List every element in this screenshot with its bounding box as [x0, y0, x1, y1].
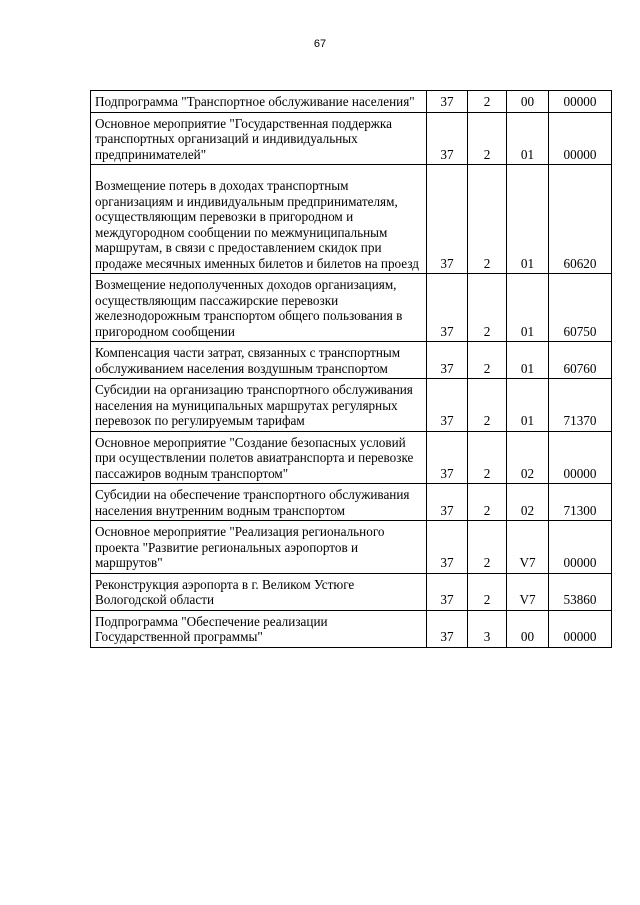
direction-code-cell: 00000: [549, 91, 612, 113]
program-code-cell: 37: [427, 573, 468, 610]
program-code-cell: 37: [427, 521, 468, 574]
main-event-code-cell: 02: [507, 431, 549, 484]
subprogram-code-cell: 2: [468, 573, 507, 610]
program-code-cell: 37: [427, 91, 468, 113]
direction-code-cell: 53860: [549, 573, 612, 610]
program-code-cell: 37: [427, 431, 468, 484]
main-event-code-cell: 02: [507, 484, 549, 521]
table-row: [91, 573, 612, 610]
row-name-cell: Подпрограмма "Обеспечение реализации Государственной программы": [91, 610, 427, 647]
main-event-code-cell: 00: [507, 91, 549, 113]
program-code-cell: 37: [427, 165, 468, 274]
main-event-code-cell: 01: [507, 112, 549, 165]
row-name-cell: Компенсация части затрат, связанных с транспортным обслуживанием населения воздушным транспортом: [91, 342, 427, 379]
subprogram-code-cell: 2: [468, 274, 507, 342]
main-event-code-cell: 01: [507, 274, 549, 342]
direction-code-cell: 00000: [549, 521, 612, 574]
row-name-cell: Основное мероприятие "Реализация регионального проекта "Развитие региональных аэропортов и маршрутов": [91, 521, 427, 574]
table-row: [91, 610, 612, 647]
main-event-code-cell: 00: [507, 610, 549, 647]
row-name-cell: Основное мероприятие "Создание безопасных условий при осуществлении полетов авиатранспорта и перевозке пассажиров водным транспортом": [91, 431, 427, 484]
direction-code-cell: 71300: [549, 484, 612, 521]
table-row: [91, 431, 612, 484]
program-code-cell: 37: [427, 112, 468, 165]
program-code-cell: 37: [427, 484, 468, 521]
main-event-code-cell: 01: [507, 165, 549, 274]
subprogram-code-cell: 2: [468, 521, 507, 574]
table-row: [91, 274, 612, 342]
direction-code-cell: 00000: [549, 610, 612, 647]
direction-code-cell: 71370: [549, 379, 612, 432]
subprogram-code-cell: 2: [468, 342, 507, 379]
row-name-cell: Подпрограмма "Транспортное обслуживание населения": [91, 91, 427, 113]
row-name-cell: Субсидии на обеспечение транспортного обслуживания населения внутренним водным транспортом: [91, 484, 427, 521]
main-event-code-cell: V7: [507, 521, 549, 574]
table-row: [91, 484, 612, 521]
subprogram-code-cell: 2: [468, 484, 507, 521]
row-name-cell: Реконструкция аэропорта в г. Великом Устюге Вологодской области: [91, 573, 427, 610]
table-row: [91, 342, 612, 379]
program-code-cell: 37: [427, 342, 468, 379]
subprogram-code-cell: 2: [468, 165, 507, 274]
table-body: [91, 91, 612, 648]
program-code-cell: 37: [427, 274, 468, 342]
direction-code-cell: 00000: [549, 431, 612, 484]
table-row: [91, 379, 612, 432]
table-row: [91, 112, 612, 165]
page-number: 67: [313, 38, 327, 50]
program-code-cell: 37: [427, 610, 468, 647]
row-name-cell: Возмещение потерь в доходах транспортным организациям и индивидуальным предпринимателям, осуществляющим перевозки в пригородном и междугородном сообщении по межмуниципальным маршрутам, в связи с предоставлением скидок при продаже месячных именных билетов и билетов на проезд: [91, 165, 427, 274]
direction-code-cell: 60760: [549, 342, 612, 379]
program-code-cell: 37: [427, 379, 468, 432]
direction-code-cell: 00000: [549, 112, 612, 165]
direction-code-cell: 60620: [549, 165, 612, 274]
row-name-cell: Субсидии на организацию транспортного обслуживания населения на муниципальных маршрутах регулярных перевозок по регулируемым тарифам: [91, 379, 427, 432]
table-row: [91, 91, 612, 113]
subprogram-code-cell: 2: [468, 112, 507, 165]
subprogram-code-cell: 2: [468, 431, 507, 484]
main-event-code-cell: 01: [507, 379, 549, 432]
row-name-cell: Возмещение недополученных доходов организациям, осуществляющим пассажирские перевозки железнодорожным транспортом общего пользования в пригородном сообщении: [91, 274, 427, 342]
row-name-cell: Основное мероприятие "Государственная поддержка транспортных организаций и индивидуальных предпринимателей": [91, 112, 427, 165]
subprogram-code-cell: 3: [468, 610, 507, 647]
table-row: [91, 165, 612, 274]
budget-classification-table: [90, 90, 612, 648]
direction-code-cell: 60750: [549, 274, 612, 342]
subprogram-code-cell: 2: [468, 91, 507, 113]
main-event-code-cell: 01: [507, 342, 549, 379]
table-row: [91, 521, 612, 574]
subprogram-code-cell: 2: [468, 379, 507, 432]
main-event-code-cell: V7: [507, 573, 549, 610]
